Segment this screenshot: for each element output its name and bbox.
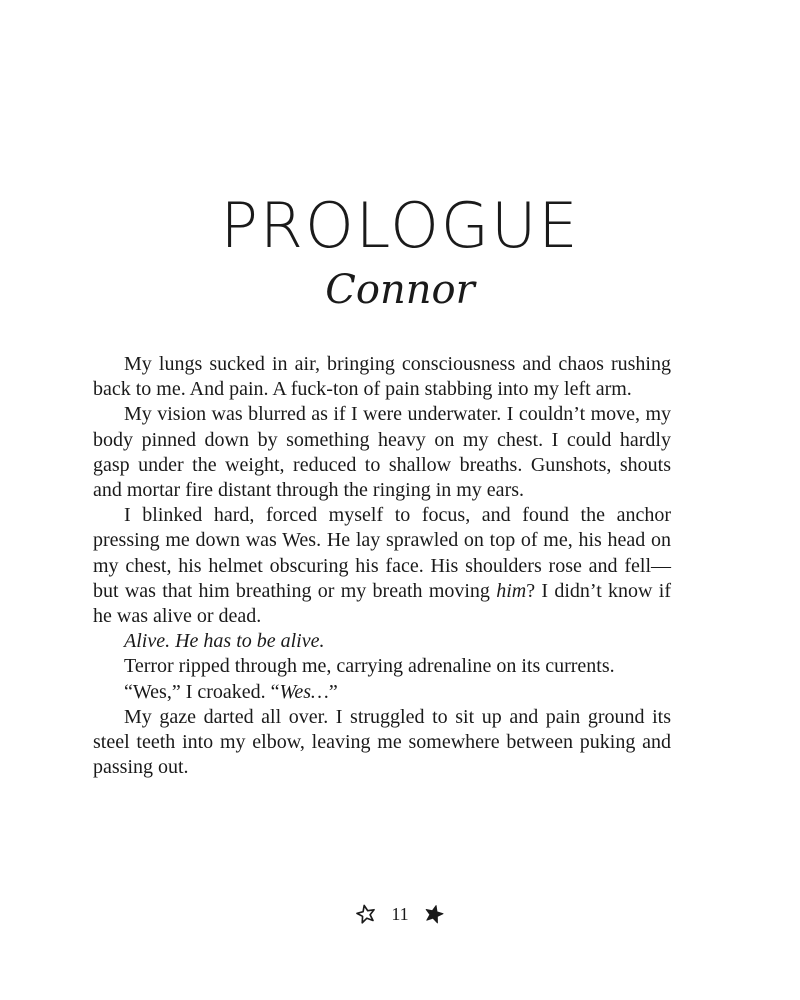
paragraph [93,629,671,654]
paragraph [93,705,671,781]
text-run: I blinked hard, forced myself to focus, and found the anchor pressing me down was Wes. He lay sprawled on top of me, his head on my chest, his helmet obscuring his face. His shoulders rose and fell—but was that him breathing or my breath moving [93,504,671,602]
text-run: Terror ripped through me, carrying adrenaline on its currents. [124,655,615,678]
page-number: 11 [391,903,409,924]
solid-star-icon [423,903,445,925]
chapter-title: PROLOGUE [220,189,580,262]
prose-body [93,352,671,780]
paragraph [93,503,671,629]
italic-text: Wes… [279,680,329,703]
text-run: ? I didn’t know if he was alive or dead. [93,579,672,628]
paragraph [93,680,671,705]
text-run: My lungs sucked in air, bringing consciousness and chaos rushing back to me. And pain. A fuck-ton of pain stabbing into my left arm. [93,353,671,401]
italic-text: him [496,579,527,602]
page-footer [0,898,800,928]
outline-star-icon [355,903,377,925]
paragraph [93,654,671,679]
text-run: ” [328,680,338,703]
text-run: My gaze darted all over. I struggled to sit up and pain ground its steel teeth into my elbow, leaving me somewhere between puking and passing out. [93,705,671,779]
paragraph [93,352,671,402]
text-run: “Wes,” I croaked. “ [124,680,280,703]
italic-text: Alive. He has to be alive. [124,630,325,653]
paragraph [93,402,671,503]
pov-character-name: Connor [325,267,475,313]
text-run: My vision was blurred as if I were underwater. I couldn’t move, my body pinned down by something heavy on my chest. I could hardly gasp under the weight, reduced to shallow breaths. Gunshots, shouts and mortar fire distant through the ringing in my ears. [93,403,671,502]
